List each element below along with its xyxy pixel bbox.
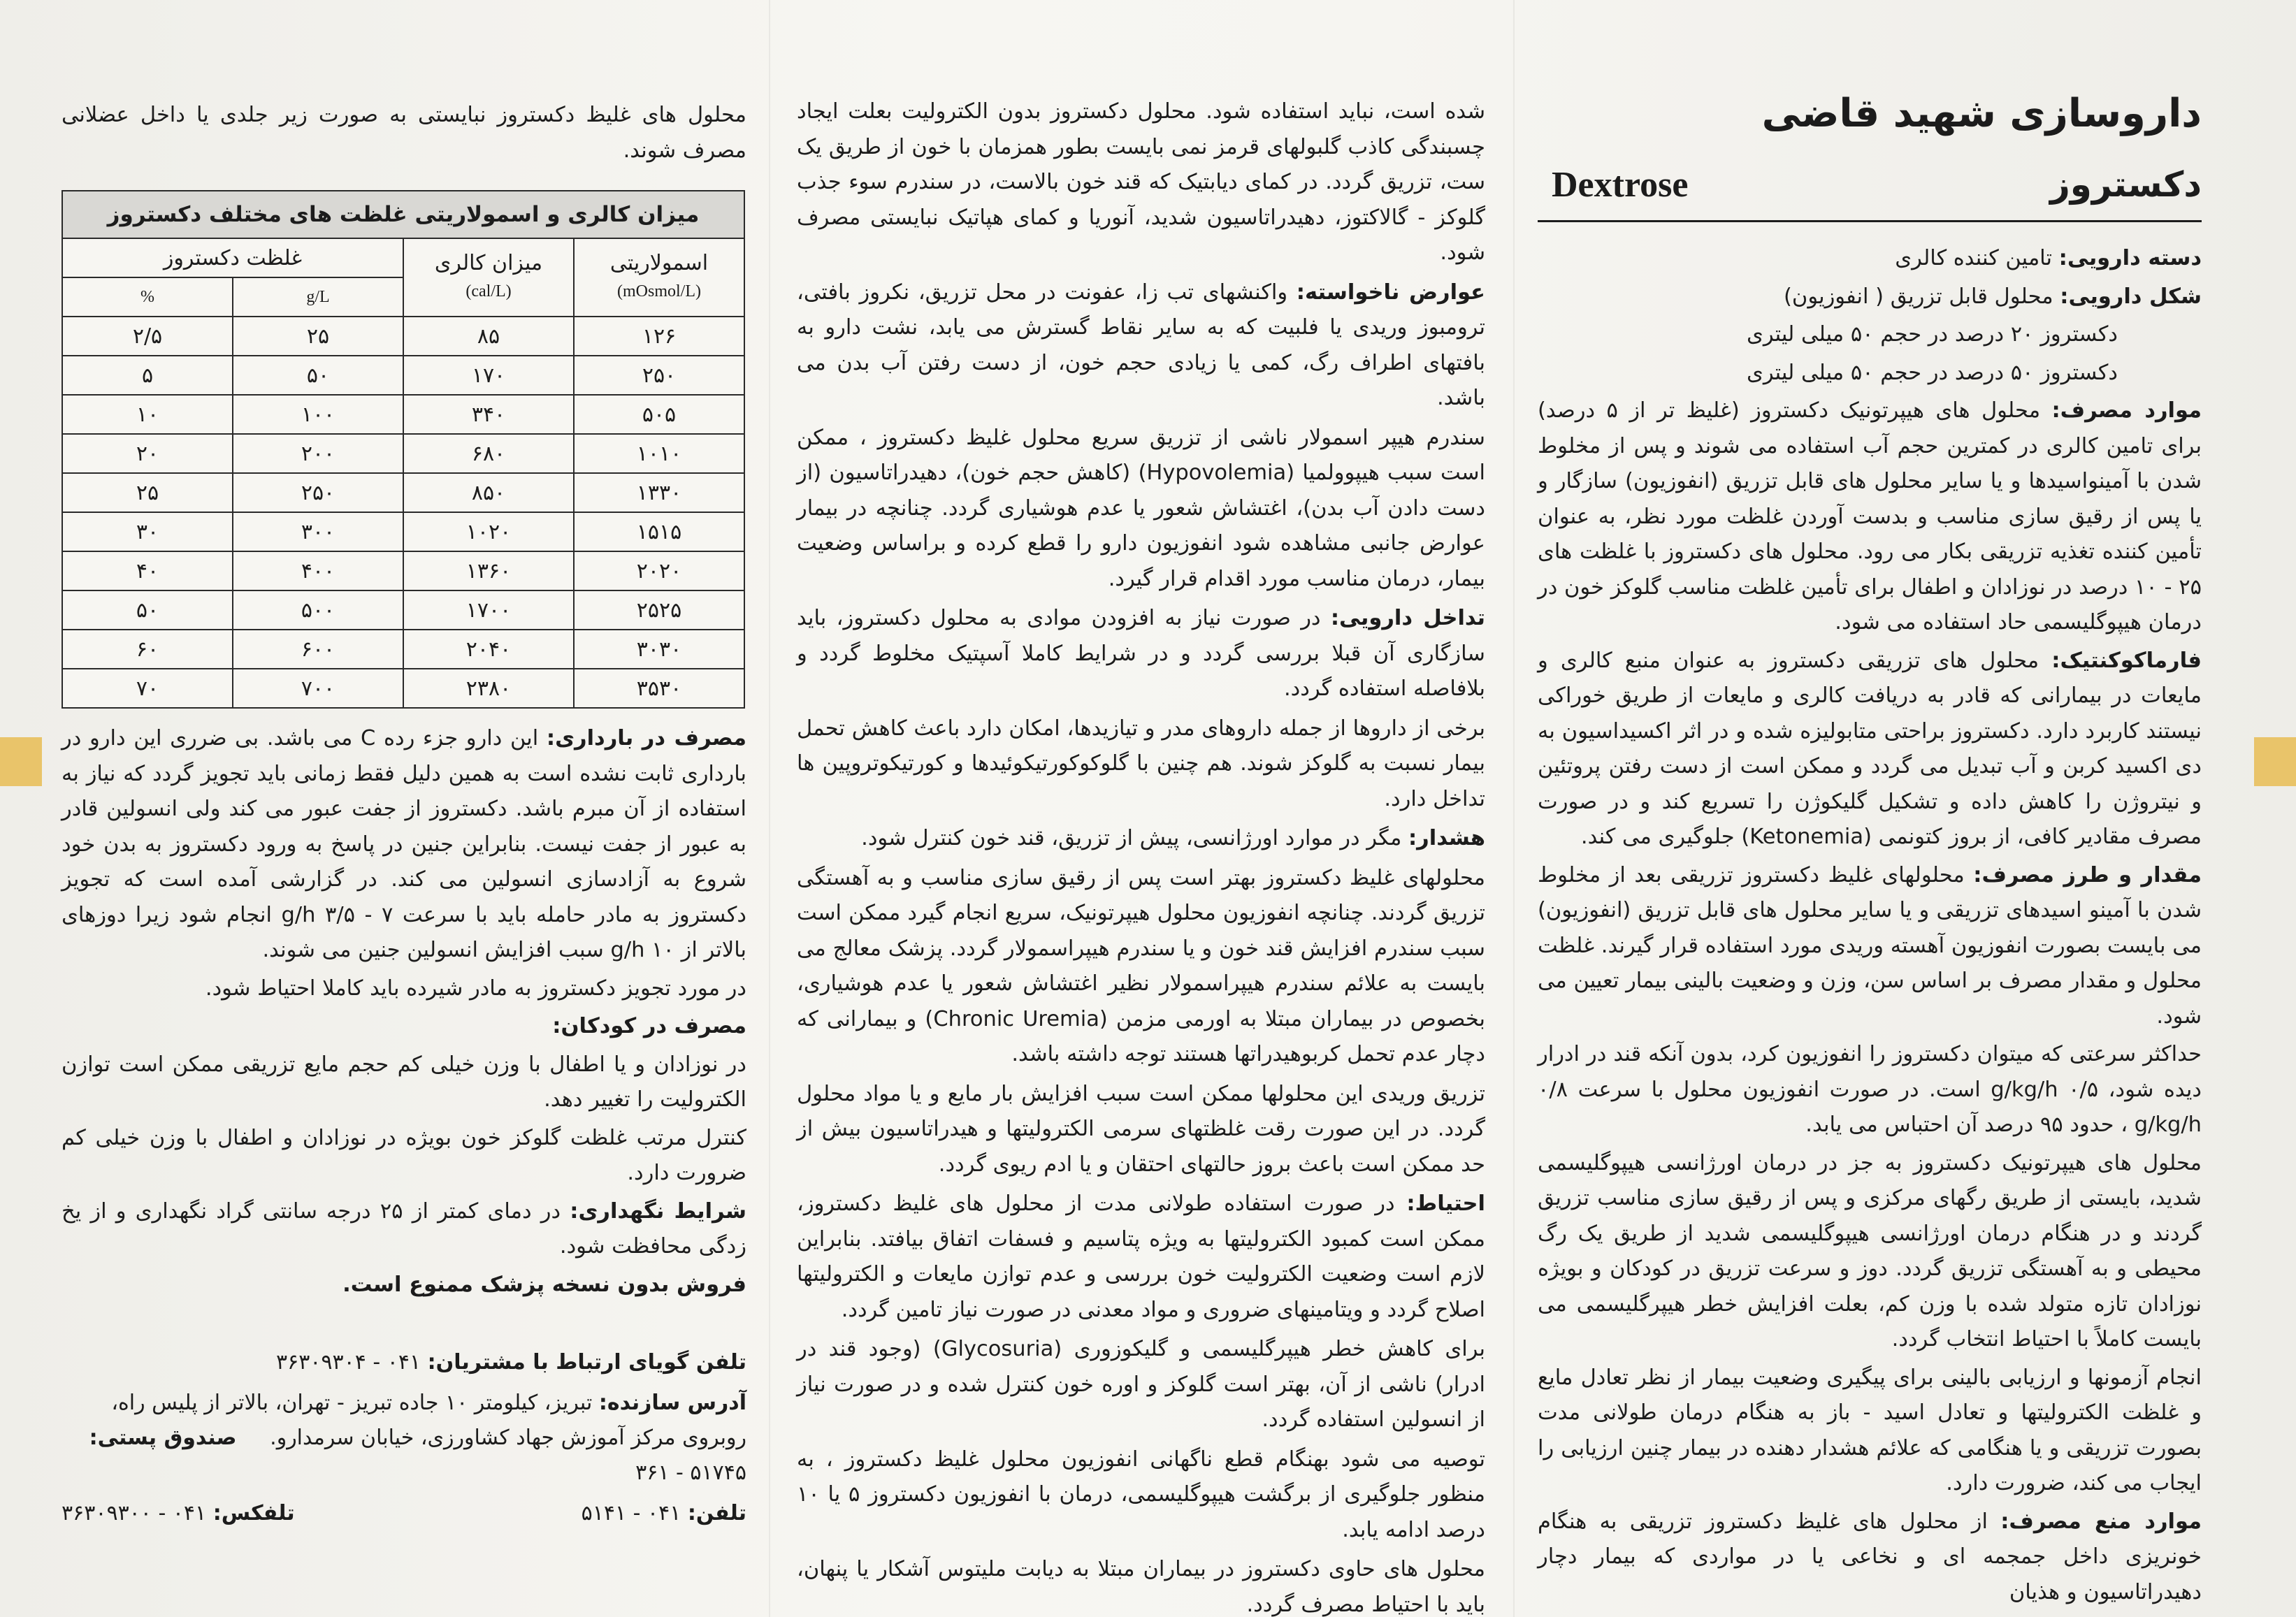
paragraph (797, 1332, 1485, 1438)
header-calorie (403, 238, 574, 317)
paragraph (797, 821, 1485, 857)
pobox-label: صندوق پستی: (89, 1426, 237, 1450)
paragraph-text: برخی از داروها از جمله داروهای مدر و تیازیدها، امکان دارد باعث کاهش تحمل بیمار نسبت به گلوکز شوند. هم چنین با گلوکوکورتیکوئیدها و کورتیکوتروپین ها تداخل دارد. (797, 716, 1485, 811)
table-row (62, 356, 744, 395)
edge-color-mark (2254, 737, 2296, 786)
paragraph (797, 1077, 1485, 1183)
table-cell-gl: ۴۰۰ (233, 551, 403, 590)
header-gl: g/L (233, 277, 403, 317)
section-label: دسته دارویی: (2058, 246, 2202, 270)
left-intro: محلول های غلیظ دکستروز نبایستی به صورت زیر جلدی یا داخل عضلانی مصرف شوند. (62, 103, 746, 163)
paragraph-text: محلول قابل تزریق ( انفوزیون) (1784, 284, 2060, 309)
table-row (62, 434, 744, 473)
paragraph-text: شده است، نباید استفاده شود. محلول دکستروز بدون الکترولیت بعلت ایجاد چسبندگی کاذب گلبولهای قرمز نمی بایست بطور همزمان با خون از طریق یک ست، تزریق گردد. در کمای دیابتیک که قند خون بالاست، در سندرم سوء جذب گلوکز - گالاکتوز، دهیدراتاسیون شدید، آنوریا و کمای هپاتیک نبایستی مصرف شود. (797, 99, 1485, 265)
section-label: فروش بدون نسخه پزشک ممنوع است. (342, 1272, 746, 1297)
paragraph (1538, 1037, 2202, 1143)
right-column (1538, 241, 2202, 1613)
paragraph (797, 1442, 1485, 1549)
paragraph-text: در نوزادان و یا اطفال با وزن خیلی کم حجم مایع تزریقی ممکن است توازن الکترولیت را تغییر دهد. (62, 1052, 746, 1112)
table-cell-osm: ۱۳۳۰ (574, 473, 744, 512)
table-cell-cal: ۲۳۸۰ (403, 669, 574, 708)
fold-line (769, 0, 770, 1617)
table-row (62, 395, 744, 434)
middle-column (797, 94, 1485, 1617)
section-label: هشدار: (1408, 826, 1485, 850)
hotline-label: تلفن گویای ارتباط با مشتریان: (427, 1350, 746, 1375)
table-cell-osm: ۲۵۲۵ (574, 590, 744, 630)
paragraph-text: برای کاهش خطر هیپرگلیسمی و گلیکوزوری (Glycosuria) (وجود قند در ادرار) ناشی از آن، بهتر است گلوکز و اوره خون کنترل شده و در صورت نیاز از انسولین استفاده گردد. (797, 1337, 1485, 1432)
table-cell-pct: ۷۰ (62, 669, 233, 708)
address-label: آدرس سازنده: (598, 1391, 746, 1415)
paragraph-text: تزریق وریدی این محلولها ممکن است سبب افزایش بار مایع و یا مواد محلول گردد. در این صورت رقت غلظتهای سرمی الکترولیتها و هیدراتاسیون بیش از حد ممکن است باعث بروز حالتهای احتقان و یا ادم ریوی گردد. (797, 1081, 1485, 1177)
table-row (62, 551, 744, 590)
paragraph-text: حداکثر سرعتی که میتوان دکستروز را انفوزیون کرد، بدون آنکه قند در ادرار دیده شود، ۰/۵ g/kg/h است. در صورت انفوزیون محلول با سرعت ۰/۸ g/kg/h ، حدود ۹۵ درصد آن احتباس می یابد. (1538, 1042, 2202, 1137)
table-cell-gl: ۵۰ (233, 356, 403, 395)
table-body (62, 317, 744, 708)
table-row (62, 590, 744, 630)
paragraph (1538, 317, 2202, 353)
paragraph (62, 1121, 746, 1191)
paragraph-text: محلولهای غلیظ دکستروز بهتر است پس از رقیق سازی مناسب و به آهستگی تزریق گردند. چنانچه انفوزیون محلول هیپرتونیک، سریع انجام گیرد ممکن است سبب سندرم افزایش قند خون و یا سندرم هیپراسمولار گردد. پزشک معالج می بایست به علائم سندرم هیپراسمولار نظیر اغتشاش شعور یا عدم هوشیاری، بخصوص در بیماران مبتلا به اورمی مزمن (Chronic Uremia) و بیمارانی که دچار عدم تحمل کربوهیدراتها هستند توجه داشته باشد. (797, 865, 1485, 1066)
fax-value: ۰۴۱ - ۳۶۳۰۹۳۰۰ (62, 1501, 207, 1525)
table-cell-cal: ۱۷۰۰ (403, 590, 574, 630)
paragraph-text: تامین کننده کالری (1895, 246, 2059, 270)
title-english: Dextrose (1552, 165, 1689, 205)
table-cell-cal: ۸۵۰ (403, 473, 574, 512)
paragraph-text: این دارو جزء رده C می باشد. بی ضرری این دارو در بارداری ثابت نشده است به همین دلیل فقط زمانی باید تجویز گردد که نیاز به استفاده از آن مبرم باشد. دکستروز از جفت عبور می کند ولی انسولین قادر به عبور از جفت نیست. بنابراین جنین در پاسخ به ورود دکستروز به بدن خود شروع به آزادسازی انسولین می کند. در گزارشی آمده است که تجویز دکستروز به مادر حامله باید با سرعت ۷ - ۳/۵ g/h انجام شود زیرا دوزهای بالاتر از ۱۰ g/h سبب افزایش انسولین جنین می شوند. (62, 726, 746, 962)
paragraph (1538, 1361, 2202, 1502)
paragraph-text: واکنشهای تب زا، عفونت در محل تزریق، نکروز بافتی، ترومبوز وریدی یا فلبیت که به سایر نقاط گسترش می یابد، نشت دارو به بافتهای اطراف رگ، کمی یا زیادی حجم خون، از دست رفتن آب بدن می باشد. (797, 280, 1485, 410)
paragraph (797, 94, 1485, 271)
table-cell-pct: ۲۰ (62, 434, 233, 473)
paragraph (797, 1552, 1485, 1617)
table-cell-cal: ۸۵ (403, 317, 574, 356)
paragraph (1538, 393, 2202, 641)
paragraph (1538, 356, 2202, 391)
paragraph-text: دکستروز ۲۰ درصد در حجم ۵۰ میلی لیتری (1746, 322, 2118, 347)
paragraph (797, 861, 1485, 1073)
table-cell-gl: ۷۰۰ (233, 669, 403, 708)
section-label: مصرف در کودکان: (552, 1014, 746, 1038)
header-calorie-unit: (cal/L) (465, 282, 512, 300)
table-cell-cal: ۶۸۰ (403, 434, 574, 473)
paragraph (1538, 644, 2202, 855)
table-cell-cal: ۱۷۰ (403, 356, 574, 395)
paragraph (797, 421, 1485, 597)
table-cell-cal: ۱۳۶۰ (403, 551, 574, 590)
table-cell-pct: ۱۰ (62, 395, 233, 434)
table-cell-cal: ۱۰۲۰ (403, 512, 574, 551)
section-label: شکل دارویی: (2060, 284, 2202, 309)
table-row (62, 669, 744, 708)
brand-name: داروسازی شهید قاضی (1761, 91, 2202, 136)
edge-color-mark (0, 737, 42, 786)
table-row (62, 473, 744, 512)
paragraph (797, 1187, 1485, 1328)
table-cell-osm: ۱۲۶ (574, 317, 744, 356)
address-row (62, 1386, 746, 1491)
paragraph (62, 971, 746, 1007)
paragraph (62, 1047, 746, 1118)
section-label: موارد منع مصرف: (2000, 1509, 2202, 1534)
header-osmolarity (574, 238, 744, 317)
hotline-row (62, 1345, 746, 1380)
section-label: تداخل دارویی: (1330, 606, 1485, 630)
address-value: تبریز، کیلومتر ۱۰ جاده تبریز - تهران، بالاتر از پلیس راه، روبروی مرکز آموزش جهاد کشاورزی، خیابان سرمدارو. (111, 1391, 746, 1450)
paragraph (1538, 858, 2202, 1035)
paragraph (1538, 280, 2202, 315)
fax-group (62, 1496, 295, 1531)
table-cell-gl: ۳۰۰ (233, 512, 403, 551)
section-label: فارماکوکنتیک: (2051, 648, 2202, 673)
table-cell-gl: ۲۰۰ (233, 434, 403, 473)
left-column (62, 721, 746, 1305)
table-cell-pct: ۲/۵ (62, 317, 233, 356)
hotline-value: ۰۴۱ - ۳۶۳۰۹۳۰۴ (275, 1350, 421, 1375)
paragraph-text: محلول های هیپرتونیک دکستروز به جز در درمان اورژانسی هیپوگلیسمی شدید، بایستی از طریق رگهای مرکزی و پس از رقیق سازی مناسب تزریق گردند و در هنگام درمان اورژانسی هیپوگلیسمی شدید از طریق یک رگ محیطی و به آهستگی تزریق گردد. دوز و سرعت تزریق در کودکان و بویژه نوزادان تازه متولد شده با وزن کم، بعلت افزایش خطر هیپرگلیسمی می بایست کاملاً با احتیاط انتخاب گردد. (1538, 1150, 2202, 1351)
paragraph-text: محلول های حاوی دکستروز در بیماران مبتلا به دیابت ملیتوس آشکار یا پنهان، باید با احتیاط مصرف گردد. (797, 1557, 1485, 1617)
paragraph (797, 711, 1485, 818)
header-concentration: غلظت دکستروز (62, 238, 403, 277)
dextrose-table (62, 190, 745, 709)
title-row (1538, 164, 2202, 222)
section-label: مصرف در بارداری: (546, 726, 746, 751)
section-label: عوارض ناخواسته: (1296, 280, 1485, 305)
phone-row (62, 1496, 746, 1531)
paragraph (1538, 241, 2202, 277)
table-cell-osm: ۳۵۳۰ (574, 669, 744, 708)
paragraph-text: مگر در موارد اورژانسی، پیش از تزریق، قند خون کنترل شود. (861, 826, 1408, 850)
table-row (62, 512, 744, 551)
header-calorie-label: میزان کالری (434, 251, 543, 275)
table-cell-osm: ۲۵۰ (574, 356, 744, 395)
fold-line (1513, 0, 1515, 1617)
table-cell-osm: ۱۰۱۰ (574, 434, 744, 473)
table-row (62, 317, 744, 356)
paragraph (797, 601, 1485, 707)
section-label: موارد مصرف: (2051, 398, 2202, 423)
section-label: احتیاط: (1406, 1191, 1485, 1216)
paragraph (62, 1194, 746, 1265)
paragraph-text: سندرم هیپر اسمولار ناشی از تزریق سریع محلول غلیظ دکستروز ، ممکن است سبب هیپوولمیا (Hypovolemia) (کاهش حجم خون)، دهیدراتاسیون (از دست دادن آب بدن)، اغتشاش شعور یا عدم هوشیاری گردد. چنانچه در بیمار عوارض جانبی مشاهده شود انفوزیون دارو را قطع کرده و براساس وضعیت بیمار، درمان مناسب مورد اقدام قرار گیرد. (797, 425, 1485, 591)
table-cell-gl: ۶۰۰ (233, 630, 403, 669)
table-row (62, 630, 744, 669)
paragraph (62, 721, 746, 969)
table-cell-pct: ۳۰ (62, 512, 233, 551)
table-cell-pct: ۶۰ (62, 630, 233, 669)
fax-label: تلفکس: (212, 1501, 295, 1525)
paragraph (62, 1268, 746, 1303)
paragraph-text: در مورد تجویز دکستروز به مادر شیرده باید کاملا احتیاط شود. (205, 976, 746, 1001)
table-cell-osm: ۵۰۵ (574, 395, 744, 434)
paragraph-text: در صورت استفاده طولانی مدت از محلول های غلیظ دکستروز، ممکن است کمبود الکترولیتها به ویژه پتاسیم و فسفات اتفاق بیافتد. بنابراین لازم است وضعیت الکترولیت خون بررسی و عدم توازن مایعات و الکترولیتها اصلاح گردد و ویتامینهای ضروری و مواد معدنی در صورت نیاز تامین گردد. (797, 1191, 1485, 1322)
paragraph-text: از محلول های غلیظ دکستروز تزریقی به هنگام خونریزی داخل جمجمه ای و نخاعی یا در مواردی که بیمار دچار دهیدراتاسیون و هذیان (1538, 1509, 2202, 1604)
table-cell-cal: ۳۴۰ (403, 395, 574, 434)
section-label: مقدار و طرز مصرف: (1973, 862, 2202, 887)
table-cell-cal: ۲۰۴۰ (403, 630, 574, 669)
table-cell-pct: ۲۵ (62, 473, 233, 512)
paragraph-text: محلول های تزریقی دکستروز به عنوان منبع کالری و مایعات در بیمارانی که قادر به دریافت کالری و مایعات از طریق خوراکی نیستند کاربرد دارد. دکستروز براحتی متابولیزه شده و در اثر اکسیداسیون به دی اکسید کربن و آب تبدیل می گردد و ممکن است از دست رفتن پروتئین و نیتروژن را کاهش داده و تشکیل گلیکوژن را تسریع کند و در صورت مصرف مقادیر کافی، از بروز کتونمی (Ketonemia) جلوگیری می کند. (1538, 648, 2202, 849)
table-cell-osm: ۳۰۳۰ (574, 630, 744, 669)
paragraph-text: دکستروز ۵۰ درصد در حجم ۵۰ میلی لیتری (1746, 360, 2118, 385)
paragraph-text: در دمای کمتر از ۲۵ درجه سانتی گراد نگهداری و از یخ زدگی محافظت شود. (62, 1198, 746, 1259)
header-osmolarity-unit: (mOsmol/L) (616, 282, 701, 300)
table-cell-gl: ۵۰۰ (233, 590, 403, 630)
table-cell-pct: ۵۰ (62, 590, 233, 630)
table-cell-pct: ۵ (62, 356, 233, 395)
table-cell-osm: ۱۵۱۵ (574, 512, 744, 551)
title-persian: دکستروز (2050, 164, 2202, 205)
paragraph-text: کنترل مرتب غلظت گلوکز خون بویژه در نوزادان و اطفال با وزن خیلی کم ضرورت دارد. (62, 1125, 746, 1185)
paragraph-text: انجام آزمونها و ارزیابی بالینی برای پیگیری وضعیت بیمار از نظر تعادل مایع و غلظت الکترولیتها و تعادل اسید - باز به هنگام درمان طولانی مدت بصورت تزریقی و یا هنگامی که علائم هشدار دهنده در بیمار چنین ارزیابی را ایجاب می کند، ضرورت دارد. (1538, 1365, 2202, 1495)
paragraph (1538, 1504, 2202, 1611)
paragraph-text: محلول های هیپرتونیک دکستروز (غلیظ تر از ۵ درصد) برای تامین کالری در کمترین حجم آب استفاده می شوند و پس از مخلوط شدن با آمینواسیدها و یا سایر محلول های قابل تزریق (انفوزیون) سازگار و یا پس از رقیق سازی مناسب و بدست آوردن غلظت مورد نظر، به عنوان تأمین کننده تغذیه تزریقی بکار می رود. محلول های دکستروز با غلظت های ۲۵ - ۱۰ درصد در نوزادان و اطفال برای تأمین غلظت مناسب گلوکز خون در درمان هیپوگلیسمی حاد استفاده می شود. (1538, 398, 2202, 635)
paragraph-text: توصیه می شود بهنگام قطع ناگهانی انفوزیون محلول غلیظ دکستروز ، به منظور جلوگیری از برگشت هیپوگلیسمی، درمان با انفوزیون دکستروز ۵ یا ۱۰ درصد ادامه یابد. (797, 1446, 1486, 1542)
paragraph (62, 1009, 746, 1045)
phone-group (582, 1496, 746, 1531)
contact-block (62, 1345, 746, 1537)
phone-label: تلفن: (687, 1501, 746, 1525)
pobox-value: ۵۱۷۴۵ - ۳۶۱ (635, 1460, 746, 1485)
paragraph (1538, 1146, 2202, 1358)
header-percent: % (62, 277, 233, 317)
paragraph-text: در صورت نیاز به افزودن موادی به محلول دکستروز، باید سازگاری آن قبلا بررسی گردد و در شرایط کاملا آسپتیک مخلوط گردد و بلافاصله استفاده گردد. (797, 606, 1485, 701)
paragraph (797, 275, 1485, 416)
header-osmolarity-label: اسمولاریتی (609, 251, 709, 275)
section-label: شرایط نگهداری: (570, 1198, 746, 1224)
phone-value: ۰۴۱ - ۵۱۴۱ (581, 1501, 681, 1525)
table-cell-osm: ۲۰۲۰ (574, 551, 744, 590)
paragraph-text: محلولهای غلیظ دکستروز تزریقی بعد از مخلوط شدن با آمینو اسیدهای تزریقی و یا سایر محلول های قابل تزریق (انفوزیون) می بایست بصورت انفوزیون آهسته وریدی مورد استفاده قرار گیرند. غلظت محلول و مقدار مصرف بر اساس سن، وزن و وضعیت بالینی بیمار تعیین می شود. (1538, 862, 2202, 1029)
table-caption: میزان کالری و اسمولاریتی غلظت های مختلف دکستروز (62, 191, 744, 238)
table-cell-gl: ۱۰۰ (233, 395, 403, 434)
table-cell-gl: ۲۵ (233, 317, 403, 356)
table-cell-gl: ۲۵۰ (233, 473, 403, 512)
table-cell-pct: ۴۰ (62, 551, 233, 590)
